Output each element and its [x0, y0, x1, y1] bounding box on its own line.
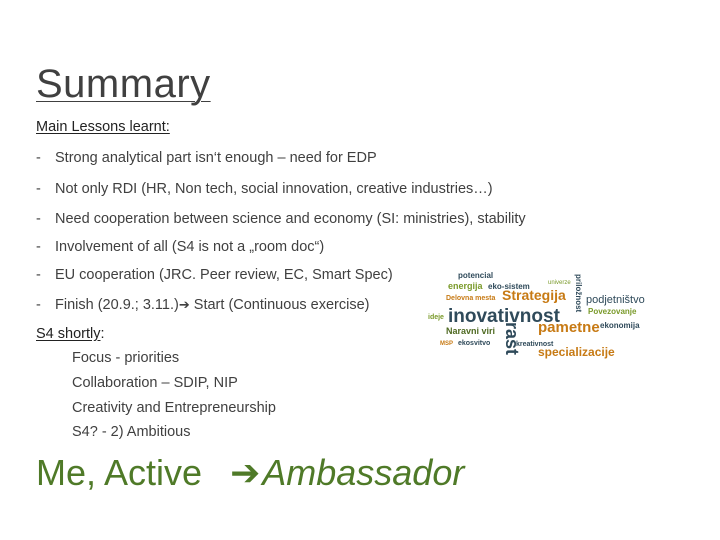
cloud-word: univerze	[548, 280, 571, 286]
bullet-dash: -	[36, 239, 41, 255]
shortly-heading-line	[36, 326, 105, 342]
cloud-word: pametne	[538, 319, 600, 336]
lesson-text: Need cooperation between science and economy (SI: ministries), stability	[55, 211, 526, 227]
cloud-word: eko-sistem	[488, 282, 530, 291]
lesson-item	[36, 239, 324, 255]
lesson-text: Not only RDI (HR, Non tech, social innovation, creative industries…)	[55, 181, 493, 197]
shortly-heading: S4 shortly	[36, 326, 101, 342]
lesson-text: Finish (20.9.; 3.11.)	[55, 297, 179, 313]
lesson-item	[36, 267, 393, 283]
footer-emphasis: Ambassador	[262, 452, 465, 493]
shortly-colon: :	[100, 326, 105, 342]
bullet-dash: -	[36, 267, 41, 283]
lessons-heading: Main Lessons learnt:	[36, 119, 170, 135]
lesson-item	[36, 181, 493, 197]
slide-title: Summary	[36, 62, 211, 106]
right-arrow-icon: ➔	[230, 452, 261, 493]
cloud-word: Povezovanje	[588, 307, 637, 316]
cloud-word: energija	[448, 281, 483, 291]
shortly-item: Collaboration – SDIP, NIP	[72, 375, 238, 391]
bullet-dash: -	[36, 150, 41, 166]
bullet-dash: -	[36, 297, 41, 313]
cloud-word: ideje	[428, 314, 444, 321]
bullet-dash: -	[36, 181, 41, 197]
cloud-word: specializacije	[538, 345, 615, 359]
word-cloud-image	[428, 258, 668, 368]
shortly-item: Focus - priorities	[72, 350, 180, 366]
cloud-word: priložnost	[574, 274, 583, 313]
cloud-word: kreativnost	[516, 341, 554, 348]
cloud-word: potencial	[458, 271, 494, 280]
lesson-text-continued: Start (Continuous exercise)	[189, 297, 370, 313]
cloud-word: Naravni viri	[446, 326, 496, 336]
cloud-word: ekonomija	[600, 321, 640, 330]
lesson-item	[36, 150, 377, 166]
cloud-word: ekosvitvo	[458, 340, 491, 347]
shortly-item: S4? - 2) Ambitious	[72, 424, 191, 440]
bullet-dash: -	[36, 211, 41, 227]
right-arrow-icon: ➔	[178, 297, 190, 312]
cloud-word: Delovna mesta	[446, 295, 496, 302]
lesson-text: Involvement of all (S4 is not a „room doc“)	[55, 239, 325, 255]
cloud-word: MSP	[440, 341, 454, 347]
lesson-item	[36, 297, 369, 313]
shortly-item: Creativity and Entrepreneurship	[72, 400, 276, 416]
cloud-word: rast	[502, 322, 522, 356]
cloud-word: Strategija	[502, 287, 566, 303]
footer-prefix: Me, Active	[36, 452, 213, 493]
lesson-item	[36, 211, 526, 227]
lesson-text: EU cooperation (JRC. Peer review, EC, Smart Spec)	[55, 267, 393, 283]
cloud-word: inovativnost	[448, 306, 560, 327]
lesson-text: Strong analytical part isn‘t enough – need for EDP	[55, 150, 377, 166]
cloud-word: podjetništvo	[586, 294, 645, 306]
footer-line	[36, 452, 464, 494]
